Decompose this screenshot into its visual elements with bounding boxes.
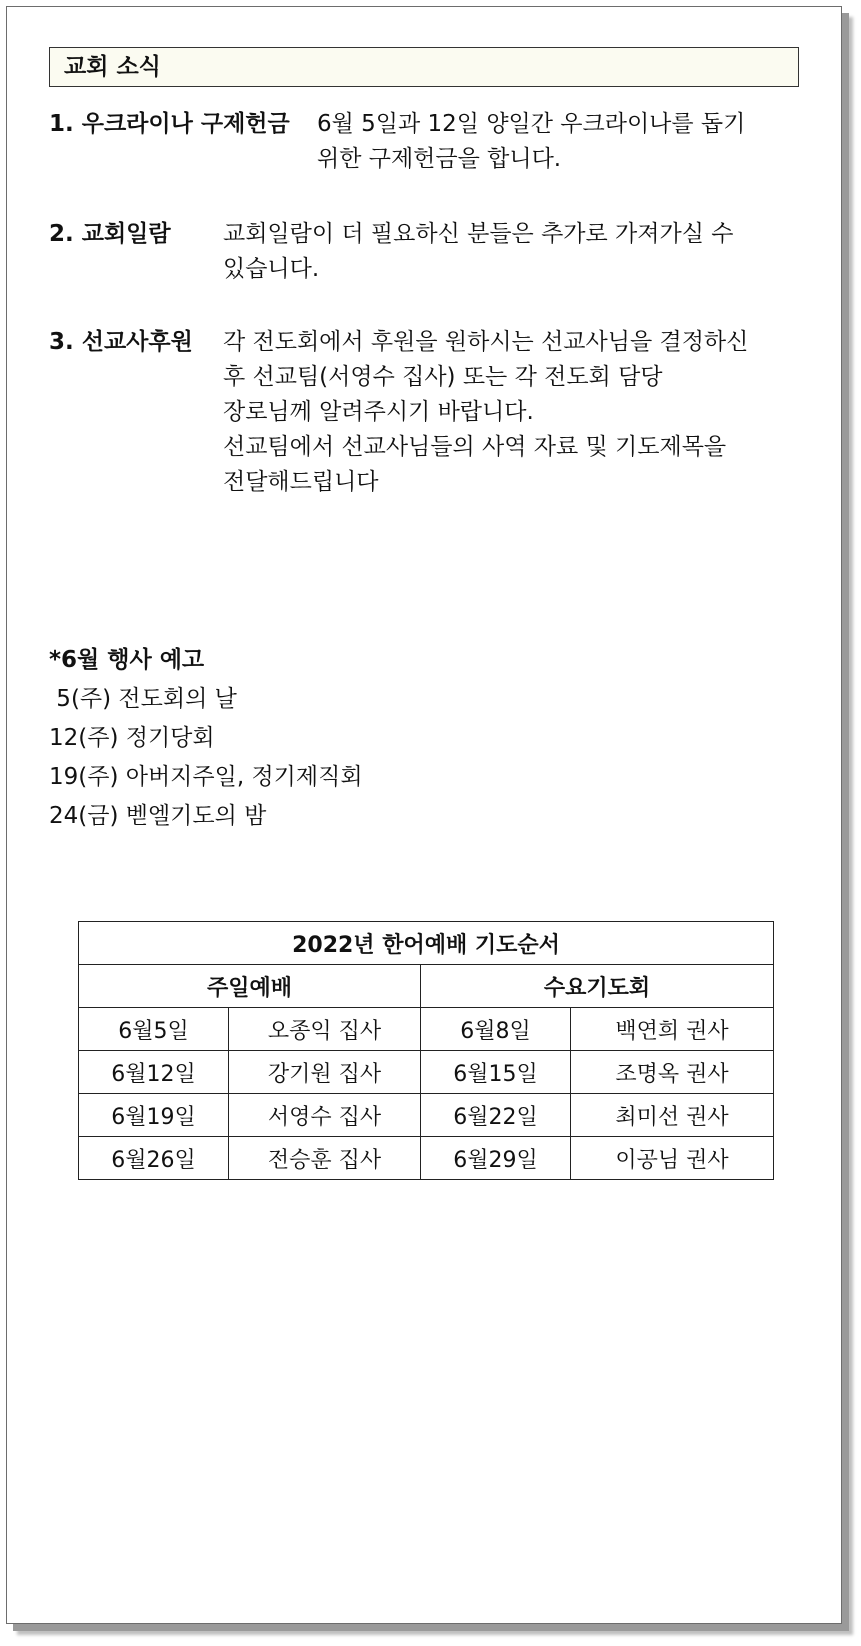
table-cell: 조명옥 권사 xyxy=(571,1051,774,1094)
table-cell: 백연희 권사 xyxy=(571,1008,774,1051)
bulletin-page xyxy=(6,6,842,1624)
table-row xyxy=(79,1137,774,1180)
notice-item-2 xyxy=(49,217,809,287)
notice-body xyxy=(223,217,733,287)
table-cell: 6월19일 xyxy=(79,1094,229,1137)
table-cell: 6월29일 xyxy=(420,1137,570,1180)
event-line: 12(주) 정기당회 xyxy=(49,725,215,751)
table-cell: 오종익 집사 xyxy=(229,1008,421,1051)
notice-line: 장로님께 알려주시기 바랍니다. xyxy=(223,399,534,425)
table-row xyxy=(79,1094,774,1137)
table-cell: 6월26일 xyxy=(79,1137,229,1180)
events-title: *6월 행사 예고 xyxy=(49,647,205,673)
table-cell: 서영수 집사 xyxy=(229,1094,421,1137)
notice-line: 6월 5일과 12일 양일간 우크라이나를 돕기 xyxy=(317,111,746,137)
table-cell: 6월5일 xyxy=(79,1008,229,1051)
notice-line: 위한 구제헌금을 합니다. xyxy=(317,146,562,172)
table-cell: 전승훈 집사 xyxy=(229,1137,421,1180)
notice-line: 전달해드립니다 xyxy=(223,469,379,495)
section-title: 교회 소식 xyxy=(49,47,799,87)
table-cell: 이공님 권사 xyxy=(571,1137,774,1180)
table-cell: 6월12일 xyxy=(79,1051,229,1094)
notice-line: 각 전도회에서 후원을 원하시는 선교사님을 결정하신 xyxy=(223,329,749,355)
notice-line: 있습니다. xyxy=(223,256,320,282)
event-line: 19(주) 아버지주일, 정기제직회 xyxy=(49,764,363,790)
notice-label: 1. 우크라이나 구제헌금 xyxy=(49,111,290,137)
table-title: 2022년 한어예배 기도순서 xyxy=(79,922,774,965)
table-cell: 최미선 권사 xyxy=(571,1094,774,1137)
group-wednesday: 수요기도회 xyxy=(420,965,773,1008)
events-block xyxy=(49,641,363,836)
table-row xyxy=(79,1008,774,1051)
notice-body xyxy=(223,325,748,500)
notice-line: 후 선교팀(서영수 집사) 또는 각 전도회 담당 xyxy=(223,364,663,390)
table-cell: 6월15일 xyxy=(420,1051,570,1094)
notice-body xyxy=(317,107,745,177)
table-cell: 6월8일 xyxy=(420,1008,570,1051)
table-cell: 강기원 집사 xyxy=(229,1051,421,1094)
notice-label: 3. 선교사후원 xyxy=(49,329,193,355)
notice-line: 교회일람이 더 필요하신 분들은 추가로 가져가실 수 xyxy=(223,221,734,247)
notice-item-1 xyxy=(49,107,809,177)
notice-line: 선교팀에서 선교사님들의 사역 자료 및 기도제목을 xyxy=(223,434,727,460)
notice-item-3 xyxy=(49,325,809,500)
event-line: 24(금) 벧엘기도의 밤 xyxy=(49,803,267,829)
notice-label: 2. 교회일람 xyxy=(49,221,171,247)
table-group-row xyxy=(79,965,774,1008)
table-title-row xyxy=(79,922,774,965)
group-sunday: 주일예배 xyxy=(79,965,421,1008)
table-row xyxy=(79,1051,774,1094)
prayer-schedule-table xyxy=(78,921,774,1180)
table-cell: 6월22일 xyxy=(420,1094,570,1137)
event-line: 5(주) 전도회의 날 xyxy=(49,686,237,712)
